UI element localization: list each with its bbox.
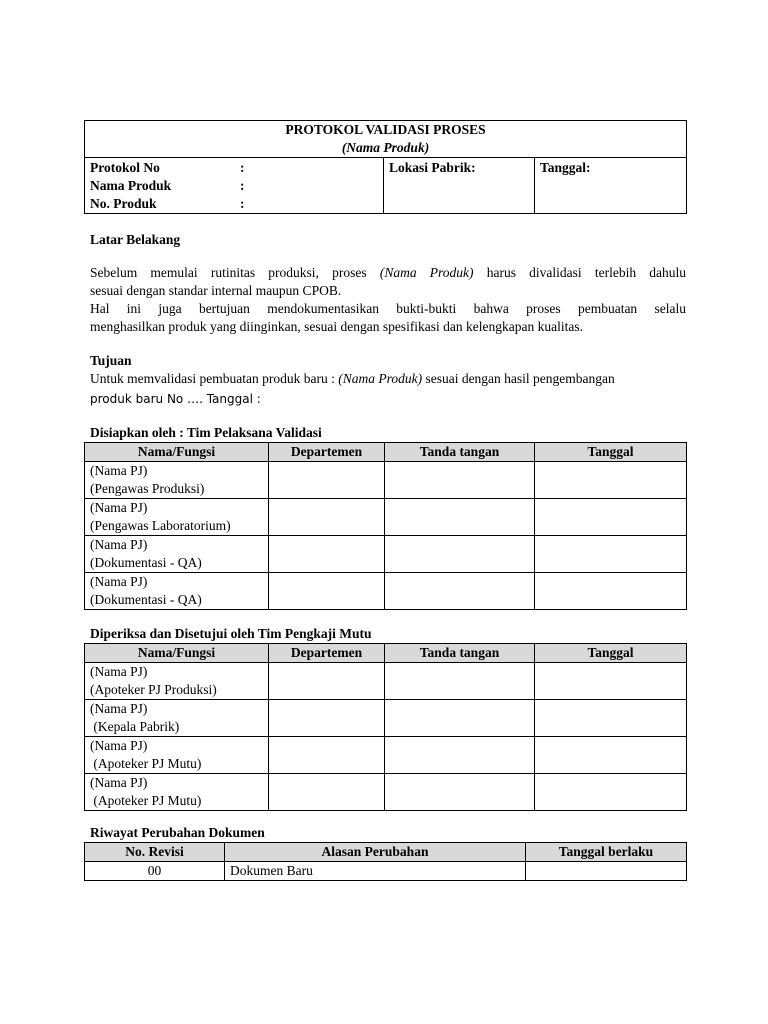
document-title: PROTOKOL VALIDASI PROSES [285,122,486,137]
table-row [85,573,687,610]
column-header: Nama/Fungsi [85,443,269,462]
departemen-cell[interactable] [269,700,385,737]
tanda-tangan-cell[interactable] [385,499,535,536]
tanggal-cell[interactable] [535,700,687,737]
riwayat-table [84,842,687,881]
tim-pelaksana-table [84,442,687,610]
alasan-perubahan-cell: Dokumen Baru [225,862,526,881]
departemen-cell[interactable] [269,774,385,811]
tujuan-line-1: Untuk memvalidasi pembuatan produk baru : (Nama Produk) sesuai dengan hasil pengembangan [90,371,615,386]
departemen-cell[interactable] [269,737,385,774]
tanda-tangan-cell[interactable] [385,663,535,700]
column-header: Tanggal [535,443,687,462]
table-row [85,663,687,700]
field-no-produk: No. Produk : [90,196,245,211]
tanggal-cell[interactable] [535,737,687,774]
latar-line-3: Hal ini juga bertujuan mendokumentasikan bukti-bukti bahwa proses pembuatan selalu [90,301,686,316]
departemen-cell[interactable] [269,462,385,499]
tujuan-paragraph [90,370,686,408]
column-header: Tanggal [535,644,687,663]
tim-pengkaji-table [84,643,687,811]
tanggal-cell[interactable] [535,462,687,499]
table-row [85,862,687,881]
lokasi-pabrik-cell: Lokasi Pabrik: [384,158,535,214]
tujuan-line-2: produk baru No …. Tanggal : [90,392,261,406]
header-fields-cell [85,158,384,214]
column-header: Departemen [269,443,385,462]
departemen-cell[interactable] [269,663,385,700]
tanda-tangan-cell[interactable] [385,774,535,811]
column-header: Tanda tangan [385,644,535,663]
column-header: Alasan Perubahan [225,843,526,862]
table-row [85,536,687,573]
tim-pengkaji-heading: Diperiksa dan Disetujui oleh Tim Pengkaji Mutu [90,626,372,641]
nama-fungsi-cell: (Nama PJ) (Kepala Pabrik) [85,700,269,737]
tanggal-cell[interactable] [535,663,687,700]
latar-line-4: menghasilkan produk yang diinginkan, sesuai dengan spesifikasi dan kelengkapan kualitas. [90,319,584,334]
table-header-row [85,443,687,462]
latar-paragraph [90,264,686,336]
latar-heading: Latar Belakang [90,232,181,247]
tujuan-heading: Tujuan [90,353,132,368]
tanda-tangan-cell[interactable] [385,737,535,774]
nama-fungsi-cell: (Nama PJ) (Apoteker PJ Mutu) [85,737,269,774]
column-header: Tanggal berlaku [526,843,687,862]
header-table [84,120,687,214]
table-header-row [85,644,687,663]
table-row [85,499,687,536]
nama-fungsi-cell: (Nama PJ) (Apoteker PJ Mutu) [85,774,269,811]
column-header: No. Revisi [85,843,225,862]
latar-line-1: Sebelum memulai rutinitas produksi, proses (Nama Produk) harus divalidasi terlebih dahulu [90,265,687,280]
table-row [85,774,687,811]
document-subtitle: (Nama Produk) [341,140,430,155]
column-header: Departemen [269,644,385,663]
column-header: Tanda tangan [385,443,535,462]
table-row [85,462,687,499]
nama-fungsi-cell: (Nama PJ) (Pengawas Produksi) [85,462,269,499]
nama-fungsi-cell: (Nama PJ) (Pengawas Laboratorium) [85,499,269,536]
column-header: Nama/Fungsi [85,644,269,663]
field-nama-produk: Nama Produk : [90,178,245,193]
field-protokol-no: Protokol No : [90,160,245,175]
tanggal-cell[interactable] [535,573,687,610]
nama-fungsi-cell: (Nama PJ) (Dokumentasi - QA) [85,536,269,573]
table-header-row [85,843,687,862]
table-row [85,737,687,774]
table-row [85,700,687,737]
tanggal-cell[interactable] [535,499,687,536]
departemen-cell[interactable] [269,536,385,573]
tanggal-berlaku-cell[interactable] [526,862,687,881]
tim-pelaksana-heading: Disiapkan oleh : Tim Pelaksana Validasi [90,425,322,440]
nama-fungsi-cell: (Nama PJ) (Dokumentasi - QA) [85,573,269,610]
title-cell [85,121,687,158]
tanggal-cell[interactable] [535,774,687,811]
departemen-cell[interactable] [269,573,385,610]
departemen-cell[interactable] [269,499,385,536]
latar-line-2: sesuai dengan standar internal maupun CPOB. [90,283,342,298]
riwayat-heading: Riwayat Perubahan Dokumen [90,825,265,840]
no-revisi-cell: 00 [85,862,225,881]
tanda-tangan-cell[interactable] [385,573,535,610]
nama-fungsi-cell: (Nama PJ) (Apoteker PJ Produksi) [85,663,269,700]
tanda-tangan-cell[interactable] [385,536,535,573]
tanggal-cell: Tanggal: [535,158,687,214]
tanda-tangan-cell[interactable] [385,462,535,499]
tanggal-cell[interactable] [535,536,687,573]
tanda-tangan-cell[interactable] [385,700,535,737]
